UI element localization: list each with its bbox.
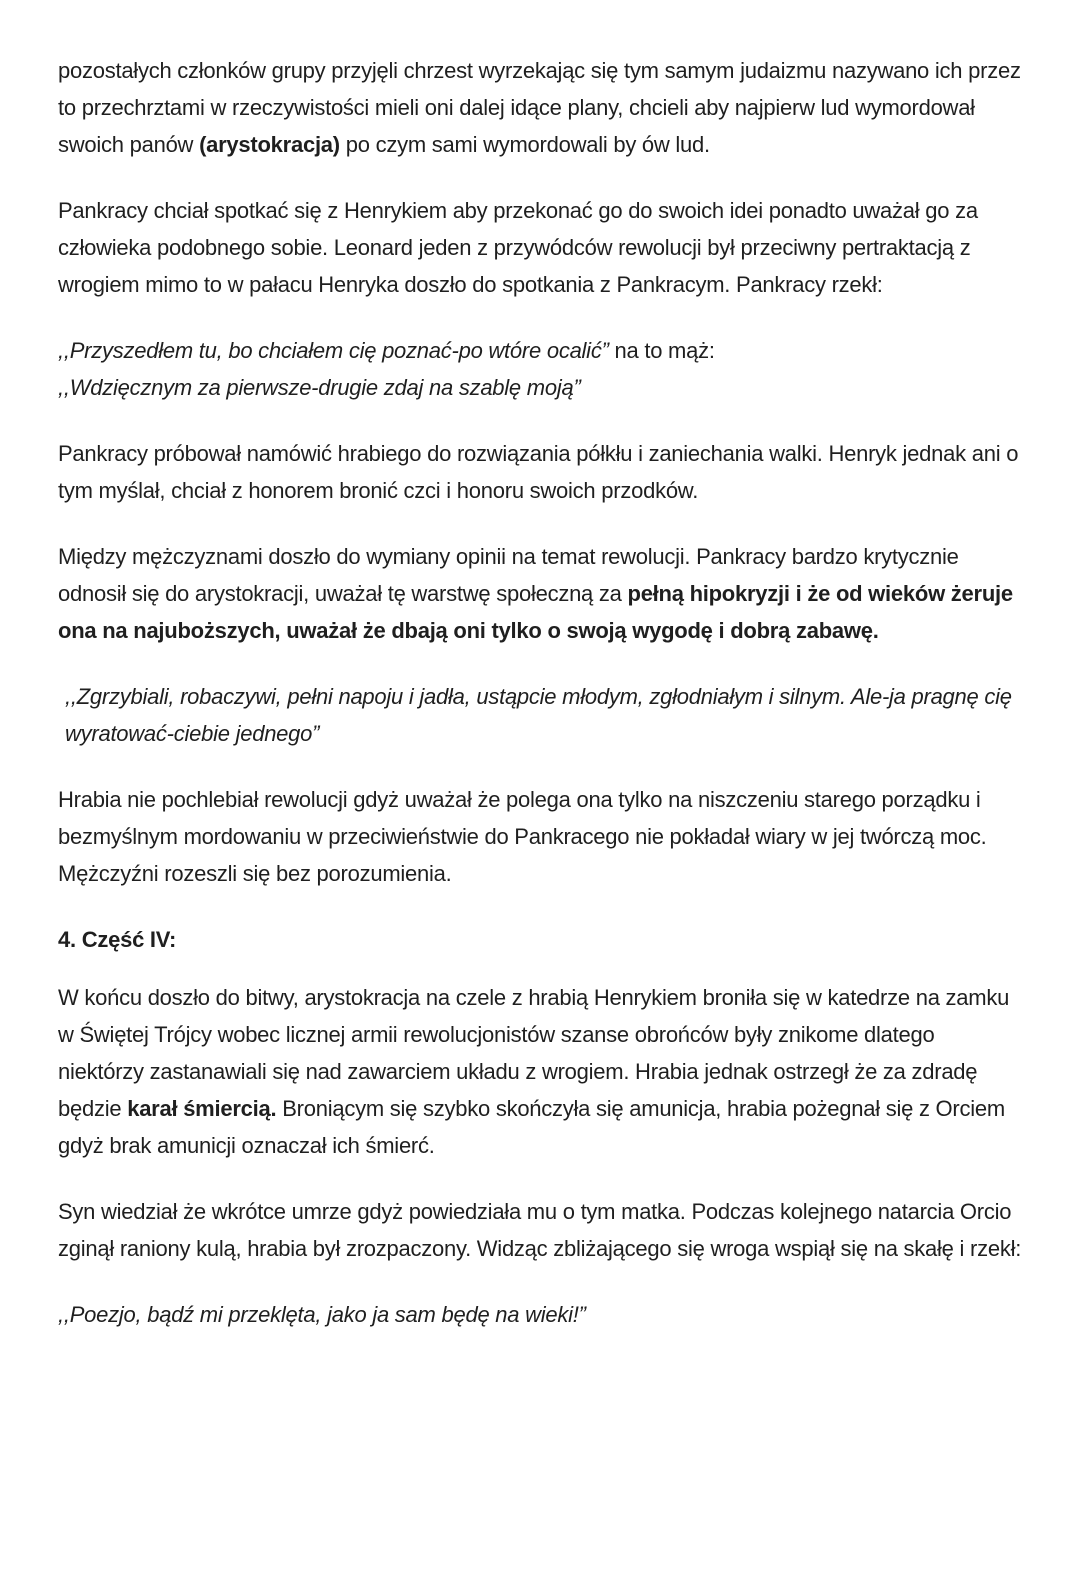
paragraph-4 <box>58 538 1022 649</box>
paragraph-6 <box>58 979 1022 1164</box>
paragraph-1-text-1: pozostałych członków grupy przyjęli chrzest wyrzekając się tym samym judaizmu nazywano ich przez to przechrztami w rzeczywistości mieli oni dalej idące plany, chcieli aby najpierw lud wymordował swoich panów <box>58 58 1021 157</box>
paragraph-1-bold: (arystokracja) <box>199 132 340 157</box>
paragraph-1-text-2: po czym sami wymordowali by ów lud. <box>339 132 710 157</box>
quote-1-italic-1: ,,Przyszedłem tu, bo chciałem cię poznać-po wtóre ocalić” <box>58 338 609 363</box>
paragraph-4-bold: pełną hipokryzji i że od wieków żeruje ona na najuboższych, uważał że dbają oni tylko o swoją wygodę i dobrą zabawę. <box>58 581 1013 643</box>
quote-1 <box>58 332 1022 406</box>
paragraph-4-text-1: Między mężczyznami doszło do wymiany opinii na temat rewolucji. Pankracy bardzo krytycznie odnosił się do arystokracji, uważał tę warstwę społeczną za <box>58 544 959 606</box>
paragraph-6-bold: karał śmiercią. <box>127 1096 277 1121</box>
section-heading-part-4: 4. Część IV: <box>58 927 177 952</box>
paragraph-1 <box>58 52 1022 163</box>
paragraph-2-text: Pankracy chciał spotkać się z Henrykiem aby przekonać go do swoich idei ponadto uważał go za człowieka podobnego sobie. Leonard jeden z przywódców rewolucji był przeciwny pertraktacją z wrogiem mimo to w pałacu Henryka doszło do spotkania z Pankracym. Pankracy rzekł: <box>58 198 978 297</box>
paragraph-2 <box>58 192 1022 303</box>
paragraph-6-text-2: Broniącym się szybko skończyła się amunicja, hrabia pożegnał się z Orciem gdyż brak amunicji oznaczał ich śmierć. <box>58 1096 1005 1158</box>
quote-2 <box>58 678 1022 752</box>
quote-1-normal: na to mąż: <box>608 338 715 363</box>
paragraph-7-text: Syn wiedział że wkrótce umrze gdyż powiedziała mu o tym matka. Podczas kolejnego natarcia Orcio zginął raniony kulą, hrabia był zrozpaczony. Widząc zbliżającego się wroga wspiął się na skałę i rzekł: <box>58 1199 1022 1261</box>
paragraph-3 <box>58 435 1022 509</box>
quote-3-italic: ,,Poezjo, bądź mi przeklęta, jako ja sam będę na wieki!” <box>58 1302 586 1327</box>
paragraph-6-text-1: W końcu doszło do bitwy, arystokracja na czele z hrabią Henrykiem broniła się w katedrze na zamku w Świętej Trójcy wobec licznej armii rewolucjonistów szanse obrońców były znikome dlatego niektórzy zastanawiali się nad zawarciem układu z wrogiem. Hrabia jednak ostrzegł że za zdradę będzie <box>58 985 1010 1121</box>
quote-2-italic: ,,Zgrzybiali, robaczywi, pełni napoju i jadła, ustąpcie młodym, zgłodniałym i silnym. Ale-ja pragnę cię wyratować-ciebie jednego” <box>65 684 1012 746</box>
paragraph-3-text: Pankracy próbował namówić hrabiego do rozwiązania półkłu i zaniechania walki. Henryk jednak ani o tym myślał, chciał z honorem bronić czci i honoru swoich przodków. <box>58 441 1019 503</box>
quote-1-italic-2: ,,Wdzięcznym za pierwsze-drugie zdaj na szablę moją” <box>58 375 581 400</box>
paragraph-5 <box>58 781 1022 892</box>
paragraph-5-text: Hrabia nie pochlebiał rewolucji gdyż uważał że polega ona tylko na niszczeniu starego porządku i bezmyślnym mordowaniu w przeciwieństwie do Pankracego nie pokładał wiary w jej twórczą moc. Mężczyźni rozeszli się bez porozumienia. <box>58 787 987 886</box>
paragraph-7 <box>58 1193 1022 1267</box>
quote-3 <box>58 1296 1022 1333</box>
